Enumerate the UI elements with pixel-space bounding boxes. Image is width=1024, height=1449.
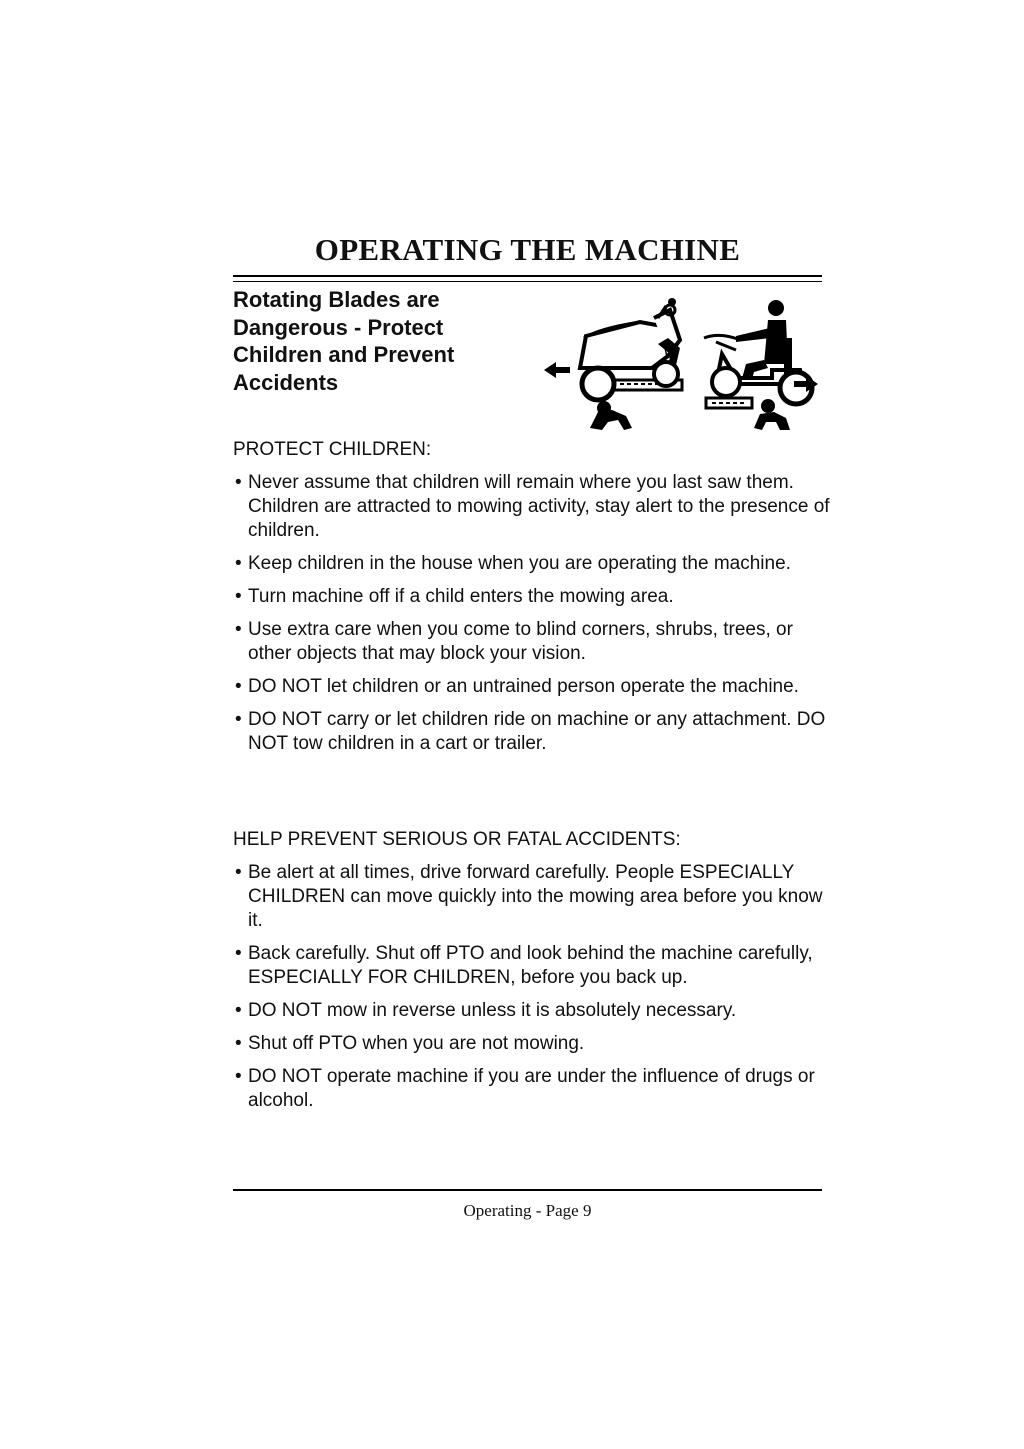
- prevent-accidents-section: [233, 828, 833, 1113]
- mower-child-safety-icon: [540, 298, 822, 432]
- bullet-icon: •: [235, 586, 242, 607]
- list-item: • DO NOT carry or let children ride on machine or any attachment. DO NOT tow children in a cart or trailer.: [235, 709, 826, 754]
- footer-divider: [233, 1189, 822, 1191]
- page-footer: Operating - Page 9: [463, 1201, 592, 1220]
- list-item: • Back carefully. Shut off PTO and look behind the machine carefully, ESPECIALLY FOR CHILDREN, before you back up.: [235, 943, 813, 988]
- prevent-accidents-list: [233, 861, 833, 1113]
- bullet-icon: •: [235, 619, 242, 640]
- list-item: • DO NOT let children or an untrained person operate the machine.: [235, 676, 799, 697]
- bullet-icon: •: [235, 1000, 242, 1021]
- list-item: • Never assume that children will remain where you last saw them. Children are attracted to mowing activity, stay alert to the presence of children.: [235, 472, 830, 541]
- list-item: • Keep children in the house when you are operating the machine.: [235, 553, 791, 574]
- bullet-icon: •: [235, 553, 242, 574]
- list-item: • Use extra care when you come to blind corners, shrubs, trees, or other objects that may block your vision.: [235, 619, 793, 664]
- prevent-accidents-heading: HELP PREVENT SERIOUS OR FATAL ACCIDENTS:: [233, 829, 681, 850]
- list-item: • Shut off PTO when you are not mowing.: [235, 1033, 585, 1054]
- bullet-icon: •: [235, 676, 242, 697]
- protect-children-section: [233, 438, 833, 756]
- list-item: • Turn machine off if a child enters the mowing area.: [235, 586, 674, 607]
- list-item: • Be alert at all times, drive forward carefully. People ESPECIALLY CHILDREN can move quickly into the mowing area before you know it.: [235, 862, 823, 931]
- list-item: • DO NOT operate machine if you are under the influence of drugs or alcohol.: [235, 1066, 815, 1111]
- protect-children-heading: PROTECT CHILDREN:: [233, 439, 432, 460]
- title-divider-thick: [233, 275, 822, 277]
- bullet-icon: •: [235, 1066, 242, 1087]
- bullet-icon: •: [235, 472, 242, 493]
- title-divider-thin: [233, 281, 822, 282]
- protect-children-list: [233, 471, 833, 756]
- bullet-icon: •: [235, 709, 242, 730]
- bullet-icon: •: [235, 1033, 242, 1054]
- bullet-icon: •: [235, 862, 242, 883]
- section-heading: Rotating Blades are Dangerous - Protect Children and Prevent Accidents: [233, 287, 455, 395]
- list-item: • DO NOT mow in reverse unless it is absolutely necessary.: [235, 1000, 737, 1021]
- page-title: OPERATING THE MACHINE: [314, 232, 741, 267]
- bullet-icon: •: [235, 943, 242, 964]
